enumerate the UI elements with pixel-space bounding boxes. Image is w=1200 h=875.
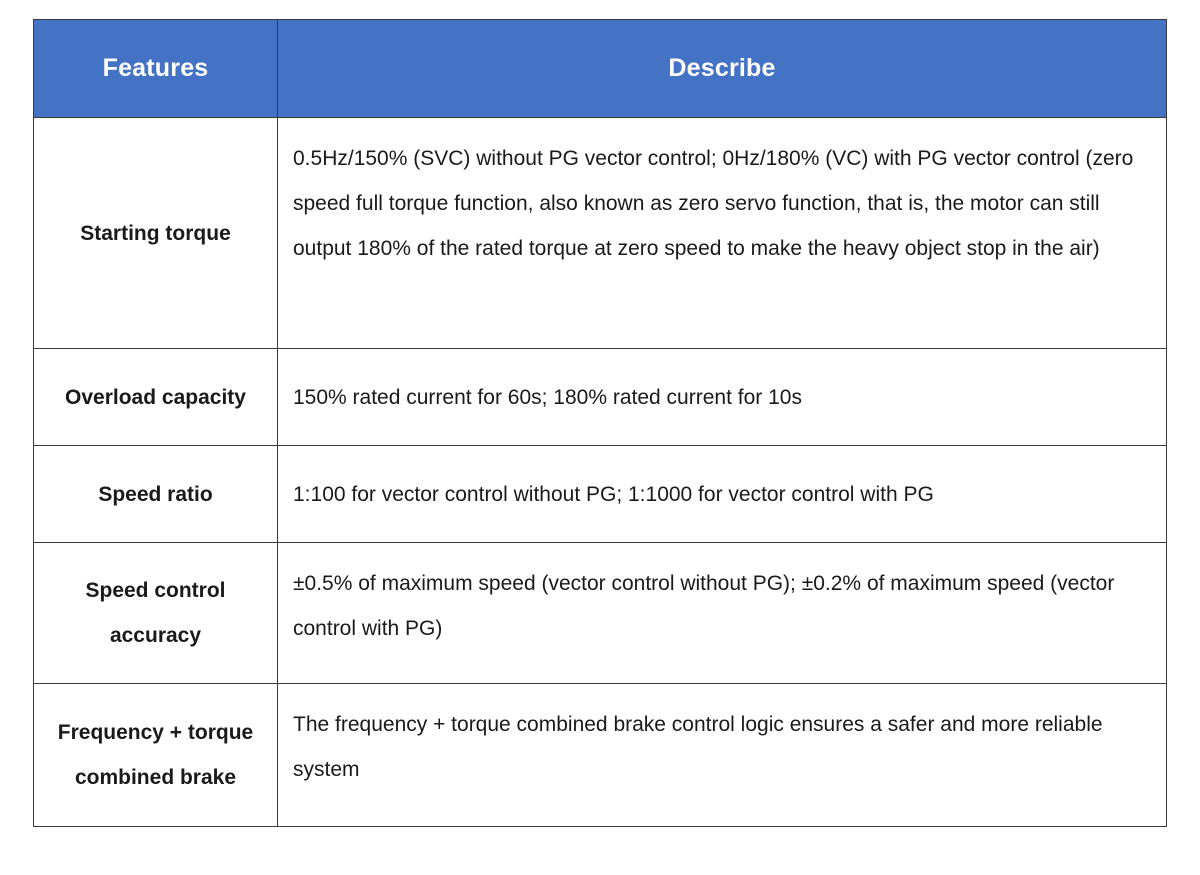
feature-cell: Speed control accuracy — [34, 543, 278, 684]
description-cell: The frequency + torque combined brake control logic ensures a safer and more reliable system — [278, 684, 1167, 827]
description-cell: 1:100 for vector control without PG; 1:1000 for vector control with PG — [278, 446, 1167, 543]
table-row-speed-ratio — [34, 446, 1167, 543]
table-body — [34, 118, 1167, 827]
feature-cell: Overload capacity — [34, 349, 278, 446]
description-cell: 150% rated current for 60s; 180% rated current for 10s — [278, 349, 1167, 446]
table-row-speed-control-accuracy — [34, 543, 1167, 684]
feature-cell: Speed ratio — [34, 446, 278, 543]
table-row-starting-torque — [34, 118, 1167, 349]
table-row-combined-brake — [34, 684, 1167, 827]
header-features: Features — [34, 20, 278, 118]
table-row-overload-capacity — [34, 349, 1167, 446]
features-table — [33, 19, 1167, 827]
feature-cell: Starting torque — [34, 118, 278, 349]
table-header — [34, 20, 1167, 118]
header-describe: Describe — [278, 20, 1167, 118]
header-row — [34, 20, 1167, 118]
description-cell: 0.5Hz/150% (SVC) without PG vector control; 0Hz/180% (VC) with PG vector control (zero speed full torque function, also known as zero servo function, that is, the motor can still output 180% of the rated torque at zero speed to make the heavy object stop in the air) — [278, 118, 1167, 349]
description-cell: ±0.5% of maximum speed (vector control without PG); ±0.2% of maximum speed (vector control with PG) — [278, 543, 1167, 684]
feature-cell: Frequency + torque combined brake — [34, 684, 278, 827]
